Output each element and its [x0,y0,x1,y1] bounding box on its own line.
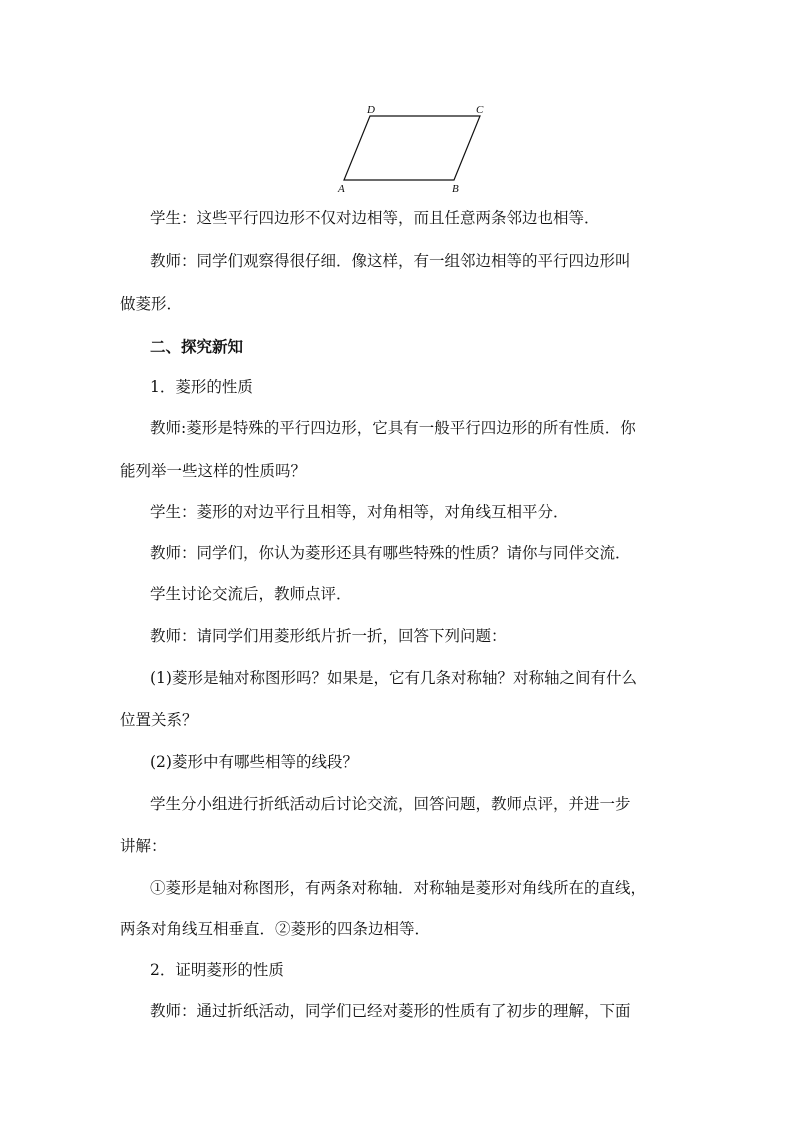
vertex-label-d: D [367,104,375,116]
vertex-label-b: B [452,183,459,195]
parallelogram-shape [344,116,480,180]
paragraph-line: ①菱形是轴对称图形，有两条对称轴．对称轴是菱形对角线所在的直线， [150,879,647,897]
paragraph-line: 位置关系？ [120,711,198,729]
paragraph-line: 教师：同学们，你认为菱形还具有哪些特殊的性质？请你与同伴交流． [150,544,631,562]
paragraph-line: 教师:菱形是特殊的平行四边形，它具有一般平行四边形的所有性质．你 [150,419,636,437]
paragraph-line: 学生：这些平行四边形不仅对边相等，而且任意两条邻边也相等． [150,209,600,227]
section-heading: 二、探究新知 [150,337,244,356]
paragraph-line: 两条对角线互相垂直．②菱形的四条边相等． [120,920,431,938]
paragraph-line: 做菱形． [120,295,183,313]
paragraph-line: 学生分小组进行折纸活动后讨论交流，回答问题，教师点评，并进一步 [150,795,631,813]
vertex-label-a: A [338,183,345,195]
parallelogram-figure [330,100,500,196]
subsection-heading: 1．菱形的性质 [150,378,253,396]
paragraph-line: (1)菱形是轴对称图形吗？如果是，它有几条对称轴？对称轴之间有什么 [150,669,637,687]
paragraph-line: 讲解： [120,837,167,855]
paragraph-line: 学生：菱形的对边平行且相等，对角相等，对角线互相平分． [150,503,569,521]
paragraph-line: 教师：通过折纸活动，同学们已经对菱形的性质有了初步的理解，下面 [150,1002,631,1020]
paragraph-line: 教师：同学们观察得很仔细．像这样，有一组邻边相等的平行四边形叫 [150,252,631,270]
vertex-label-c: C [476,104,484,116]
paragraph-line: 能列举一些这样的性质吗？ [120,462,307,480]
paragraph-line: (2)菱形中有哪些相等的线段？ [150,753,358,771]
paragraph-line: 学生讨论交流后，教师点评． [150,585,352,603]
parallelogram-diagram [330,100,500,196]
subsection-heading: 2．证明菱形的性质 [150,961,284,979]
paragraph-line: 教师：请同学们用菱形纸片折一折，回答下列问题： [150,627,507,645]
